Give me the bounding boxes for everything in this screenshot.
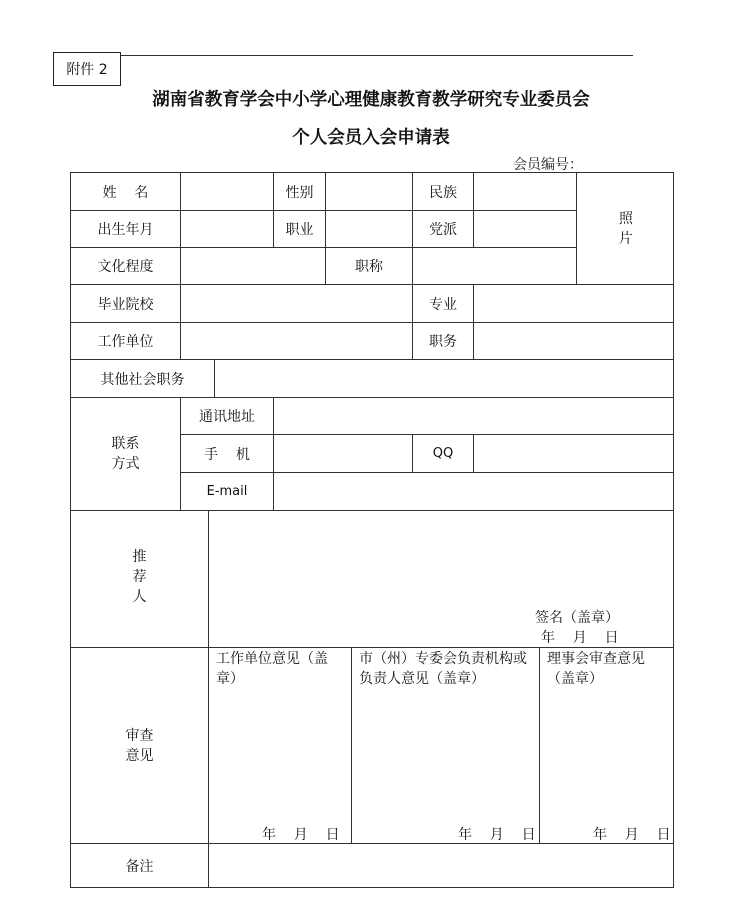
referee-label-2: 荐 (132, 569, 147, 585)
ethnicity-label-cell (412, 172, 473, 210)
occupation-field[interactable] (325, 210, 412, 247)
name-label: 姓 名 (102, 184, 149, 201)
school-label: 毕业院校 (97, 296, 154, 313)
referee-label-cell (70, 510, 208, 647)
party-label: 党派 (429, 222, 457, 238)
council-opinion-cell[interactable] (539, 647, 674, 843)
position-field[interactable] (473, 322, 674, 359)
work-unit-opinion-date: 年 月 日 (262, 827, 340, 843)
major-field[interactable] (473, 284, 674, 322)
school-label-cell (70, 284, 180, 322)
header-rule (121, 55, 633, 56)
major-label-cell (412, 284, 473, 322)
qq-field[interactable] (473, 434, 674, 472)
position-label-cell (412, 322, 473, 359)
occupation-label-cell (273, 210, 325, 247)
address-label: 通讯地址 (199, 409, 255, 425)
qq-label-cell (412, 434, 473, 472)
birth-field[interactable] (180, 210, 273, 247)
work-unit-opinion-label: 工作单位意见（盖章） (216, 651, 328, 687)
email-label-cell (180, 472, 273, 510)
party-label-cell (412, 210, 473, 247)
referee-field[interactable] (208, 510, 674, 647)
qq-label: QQ (432, 446, 454, 461)
review-label-1: 审查 (125, 727, 154, 744)
email-field[interactable] (273, 472, 674, 510)
form-title-line2: 个人会员入会申请表 (292, 128, 450, 148)
attachment-label-box (53, 52, 121, 86)
mobile-label-cell (180, 434, 273, 472)
other-duties-label-cell (70, 359, 214, 397)
contact-label-1: 联系 (111, 436, 140, 452)
photo-cell[interactable] (576, 172, 674, 284)
remarks-label-cell (70, 843, 208, 888)
mobile-label: 手 机 (204, 446, 250, 463)
review-label-2: 意见 (125, 747, 154, 764)
gender-label-cell (273, 172, 325, 210)
address-label-cell (180, 397, 273, 434)
birth-label: 出生年月 (97, 222, 154, 238)
gender-field[interactable] (325, 172, 412, 210)
referee-label-1: 推 (132, 549, 147, 565)
ethnicity-label: 民族 (429, 184, 457, 201)
other-duties-field[interactable] (214, 359, 674, 397)
school-field[interactable] (180, 284, 412, 322)
referee-label-3: 人 (132, 589, 147, 605)
position-label: 职务 (429, 334, 457, 350)
occupation-label: 职业 (285, 222, 314, 238)
birth-label-cell (70, 210, 180, 247)
major-label: 专业 (429, 296, 457, 313)
contact-label-cell (70, 397, 180, 510)
council-opinion-label: 理事会审查意见（盖章） (547, 651, 645, 687)
name-field[interactable] (180, 172, 273, 210)
attachment-label: 附件 2 (66, 62, 108, 78)
photo-label-1: 照 (619, 211, 633, 227)
referee-signature-label: 签名（盖章） (535, 610, 619, 626)
gender-label: 性别 (285, 184, 314, 201)
form-title-line1: 湖南省教育学会中小学心理健康教育教学研究专业委员会 (152, 90, 590, 110)
email-label: E-mail (206, 484, 248, 499)
name-label-cell (70, 172, 180, 210)
photo-label-2: 片 (619, 231, 633, 247)
work-unit-opinion-cell[interactable] (208, 647, 351, 843)
member-number-label: 会员编号： (513, 157, 583, 173)
review-label-cell (70, 647, 208, 843)
title-label: 职称 (355, 259, 383, 275)
address-field[interactable] (273, 397, 674, 434)
mobile-field[interactable] (273, 434, 412, 472)
title-label-cell (325, 247, 412, 284)
city-committee-opinion-label: 市（州）专委会负责机构或负责人意见（盖章） (359, 651, 527, 687)
education-field[interactable] (180, 247, 325, 284)
education-label-cell (70, 247, 180, 284)
contact-label-2: 方式 (111, 456, 140, 472)
application-form-table (70, 172, 674, 888)
party-field[interactable] (473, 210, 576, 247)
city-committee-opinion-cell[interactable] (351, 647, 539, 843)
council-opinion-date: 年 月 日 (593, 827, 671, 843)
city-committee-opinion-date: 年 月 日 (458, 827, 536, 843)
referee-date-label: 年 月 日 (541, 630, 619, 646)
remarks-label: 备注 (125, 859, 154, 875)
workplace-label-cell (70, 322, 180, 359)
workplace-field[interactable] (180, 322, 412, 359)
education-label: 文化程度 (97, 259, 154, 275)
other-duties-label: 其他社会职务 (100, 371, 185, 388)
remarks-field[interactable] (208, 843, 674, 888)
ethnicity-field[interactable] (473, 172, 576, 210)
workplace-label: 工作单位 (97, 334, 154, 350)
title-field[interactable] (412, 247, 576, 284)
